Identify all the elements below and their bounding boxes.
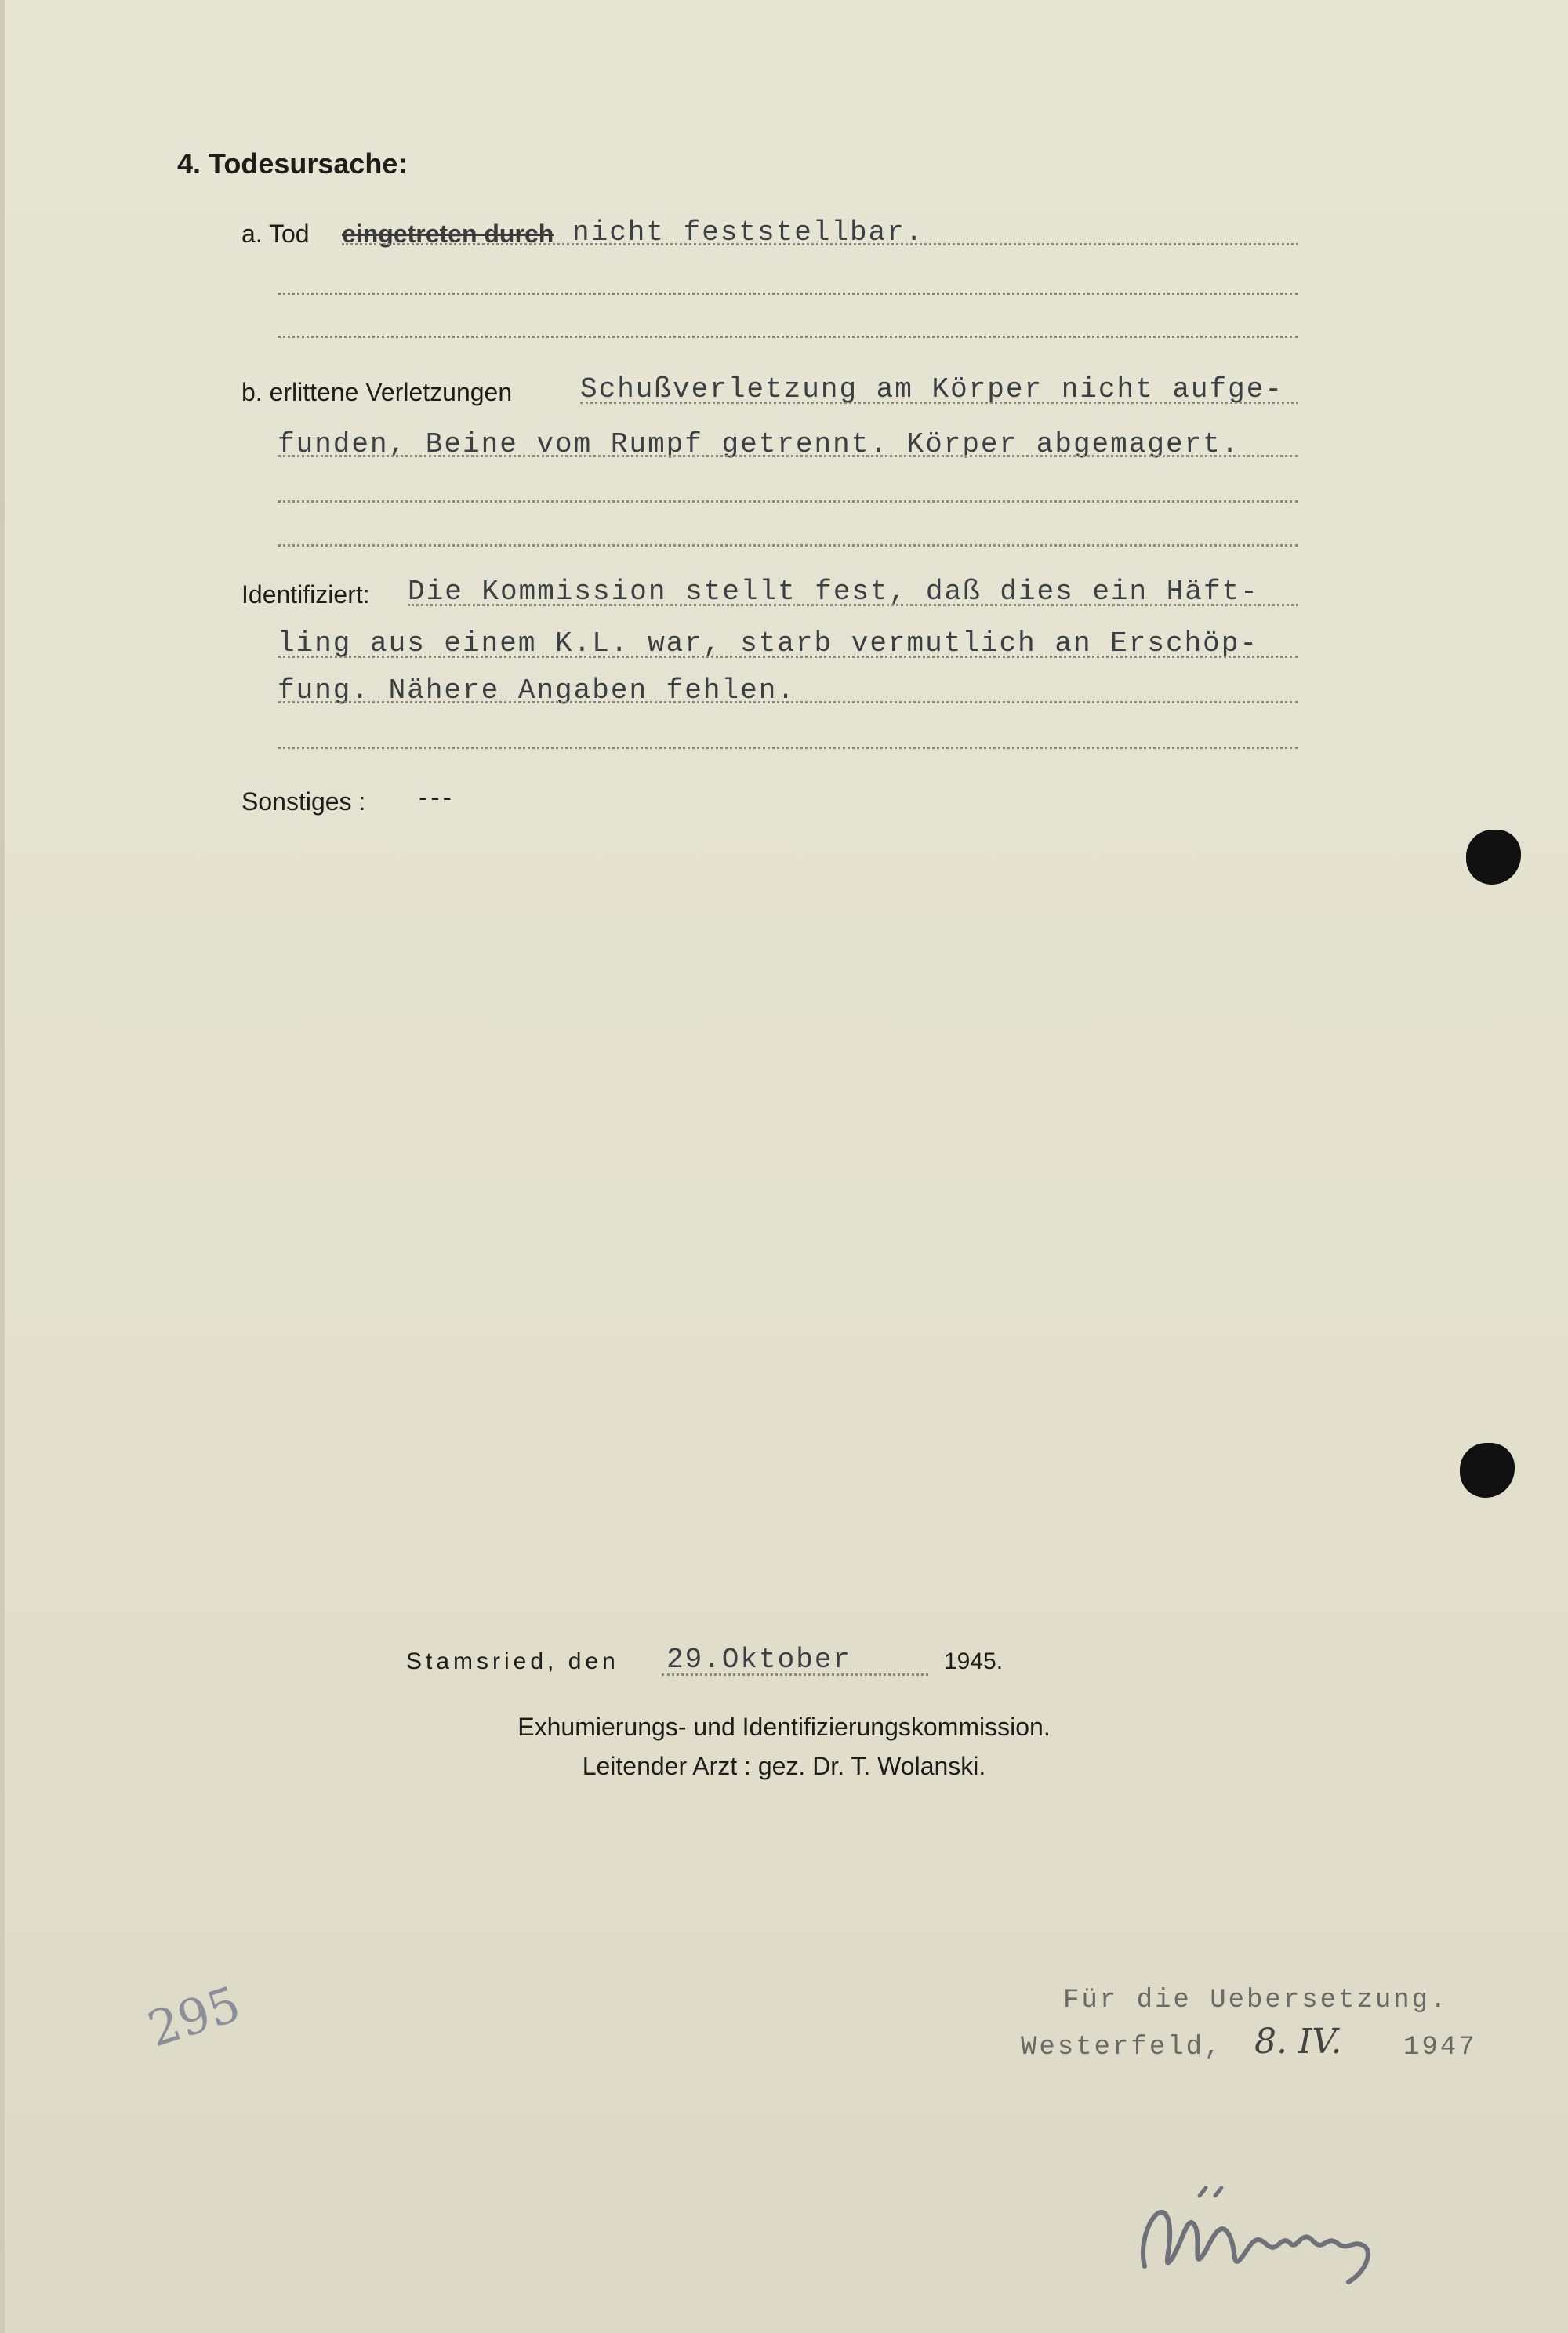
handwritten-date: 8. IV.: [1254, 2022, 1342, 2062]
dotted-line: [278, 500, 1298, 503]
dotted-line: [580, 402, 1298, 404]
footer-place: Stamsried, den: [406, 1648, 619, 1674]
handwritten-signature: [1113, 2164, 1396, 2298]
other-label: Sonstiges :: [241, 787, 366, 816]
injuries-label: b. erlittene Verletzungen: [241, 378, 513, 406]
dotted-line: [278, 544, 1298, 547]
punch-hole: [1466, 830, 1521, 885]
dotted-line: [408, 604, 1298, 606]
identified-line-1: Die Kommission stellt fest, daß dies ein Häft-: [408, 576, 1259, 608]
handwritten-page-number: 295: [141, 1975, 248, 2059]
dotted-line: [278, 455, 1298, 457]
identified-line-3: fung. Nähere Angaben fehlen.: [278, 674, 796, 707]
footer-date: 29.Oktober: [666, 1644, 852, 1676]
dotted-line: [278, 747, 1298, 749]
translation-note: Für die Uebersetzung.: [1063, 1986, 1449, 2015]
translation-place: Westerfeld,: [1021, 2033, 1223, 2062]
dotted-line: [342, 243, 1298, 245]
injuries-line-2: funden, Beine vom Rumpf getrennt. Körper abgemagert.: [278, 428, 1240, 460]
identified-line-2: ling aus einem K.L. war, starb vermutlich an Erschöp-: [278, 627, 1258, 660]
death-cause-value: nicht feststellbar.: [572, 216, 924, 249]
death-label: a. Tod: [241, 220, 310, 248]
dotted-line: [278, 293, 1298, 295]
other-value: ---: [419, 783, 455, 812]
translation-year: 1947: [1403, 2033, 1477, 2062]
injuries-line-1: Schußverletzung am Körper nicht aufge-: [580, 373, 1283, 405]
dotted-line: [278, 656, 1298, 658]
identified-label: Identifiziert:: [241, 580, 370, 609]
dotted-line: [278, 701, 1298, 703]
lead-doctor: Leitender Arzt : gez. Dr. T. Wolanski.: [582, 1752, 986, 1780]
dotted-line: [662, 1673, 928, 1676]
page-edge: [0, 0, 5, 2333]
footer-year: 1945.: [944, 1648, 1004, 1674]
dotted-line: [278, 336, 1298, 338]
section-heading: 4. Todesursache:: [177, 147, 408, 180]
punch-hole: [1460, 1443, 1515, 1498]
commission-name: Exhumierungs- und Identifizierungskommission.: [517, 1713, 1051, 1741]
struck-text: eingetreten durch: [342, 220, 554, 248]
